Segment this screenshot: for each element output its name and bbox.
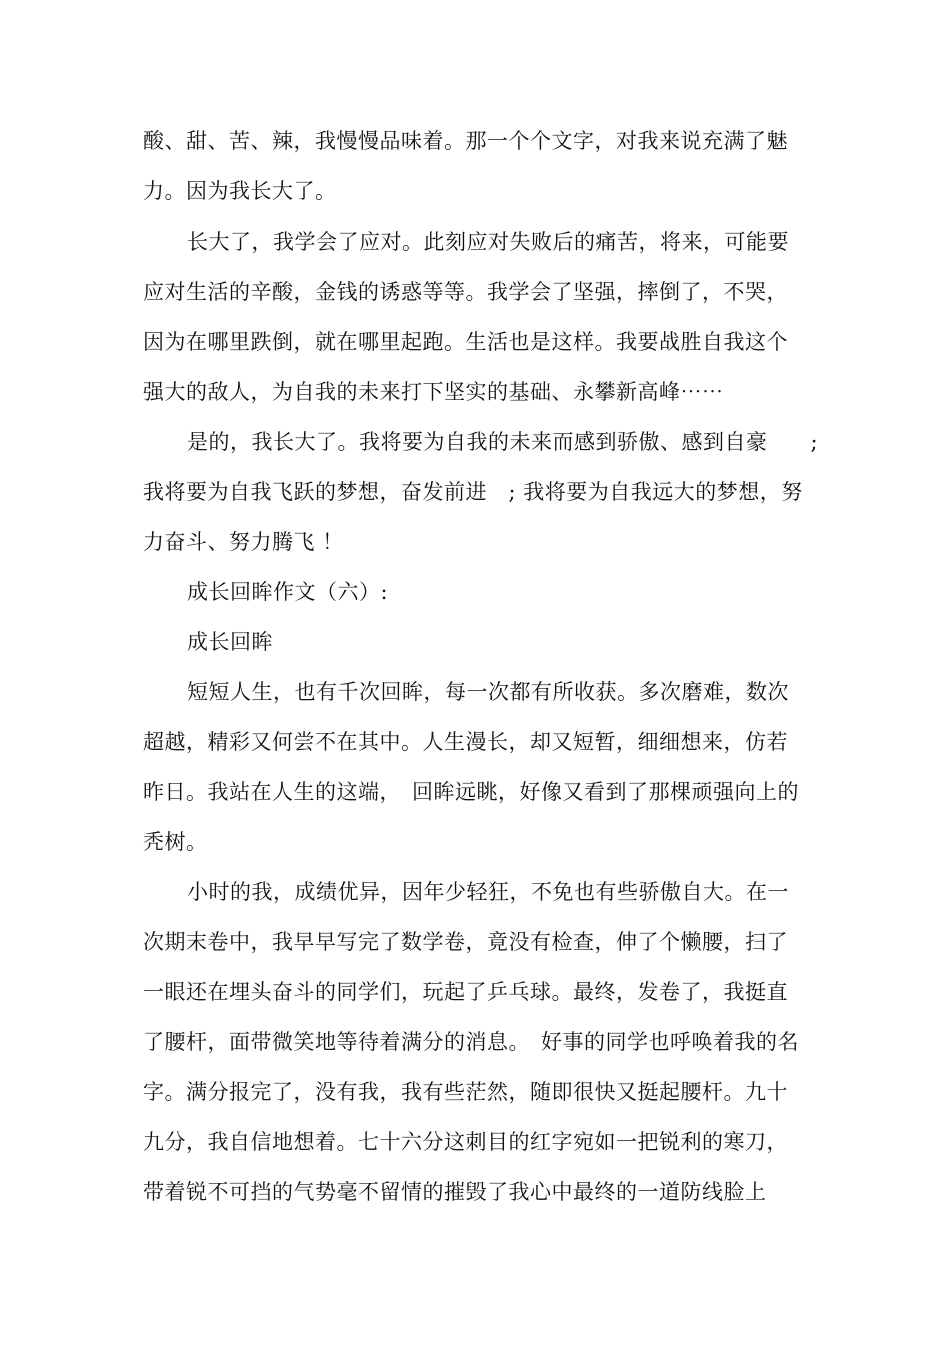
text-line: 强大的敌人，为自我的未来打下坚实的基础、永攀新高峰⋯⋯ (143, 380, 724, 404)
text-line: 力奋斗、努力腾飞 ！ (143, 530, 344, 554)
text-line: 力。因为我长大了。 (143, 179, 337, 203)
text-line: 因为在哪里跌倒，就在哪里起跑。生活也是这样。我要战胜自我这个 (143, 330, 788, 354)
paragraph-first-line: 小时的我，成绩优异，因年少轻狂，不免也有些骄傲自大。在一 (187, 880, 789, 904)
section-heading: 成长回眸作文（六）: (187, 580, 389, 604)
text-line: 字。满分报完了，没有我，我有些茫然，随即很快又挺起腰杆。九十 (143, 1080, 788, 1104)
paragraph-first-line: 长大了，我学会了应对。此刻应对失败后的痛苦，将来，可能要 (187, 230, 789, 254)
paragraph-first-line: 是的，我长大了。我将要为自我的未来而感到骄傲、感到自豪 ; (187, 430, 819, 454)
text-line: 昨日。我站在人生的这端， 回眸远眺，好像又看到了那棵顽强向上的 (143, 780, 799, 804)
text-line: 秃树。 (143, 830, 208, 854)
text-line: 一眼还在埋头奋斗的同学们，玩起了乒乓球。最终，发卷了，我挺直 (143, 980, 788, 1004)
text-line: 应对生活的辛酸，金钱的诱惑等等。我学会了坚强，摔倒了，不哭， (143, 280, 788, 304)
essay-title: 成长回眸 (187, 630, 273, 654)
paragraph-first-line: 短短人生，也有千次回眸，每一次都有所收获。多次磨难，数次 (187, 680, 789, 704)
text-line: 我将要为自我飞跃的梦想，奋发前进 ; 我将要为自我远大的梦想，努 (143, 480, 803, 504)
text-line: 了腰杆，面带微笑地等待着满分的消息。 好事的同学也呼唤着我的名 (143, 1030, 799, 1054)
text-line: 带着锐不可挡的气势毫不留情的摧毁了我心中最终的一道防线脸上 (143, 1180, 767, 1204)
text-line: 超越，精彩又何尝不在其中。人生漫长，却又短暂，细细想来，仿若 (143, 730, 788, 754)
text-line: 次期末卷中，我早早写完了数学卷，竟没有检查，伸了个懒腰，扫了 (143, 930, 788, 954)
text-line: 九分，我自信地想着。七十六分这刺目的红字宛如一把锐利的寒刀， (143, 1130, 788, 1154)
text-line: 酸、甜、苦、辣，我慢慢品味着。那一个个文字，对我来说充满了魅 (143, 129, 788, 153)
